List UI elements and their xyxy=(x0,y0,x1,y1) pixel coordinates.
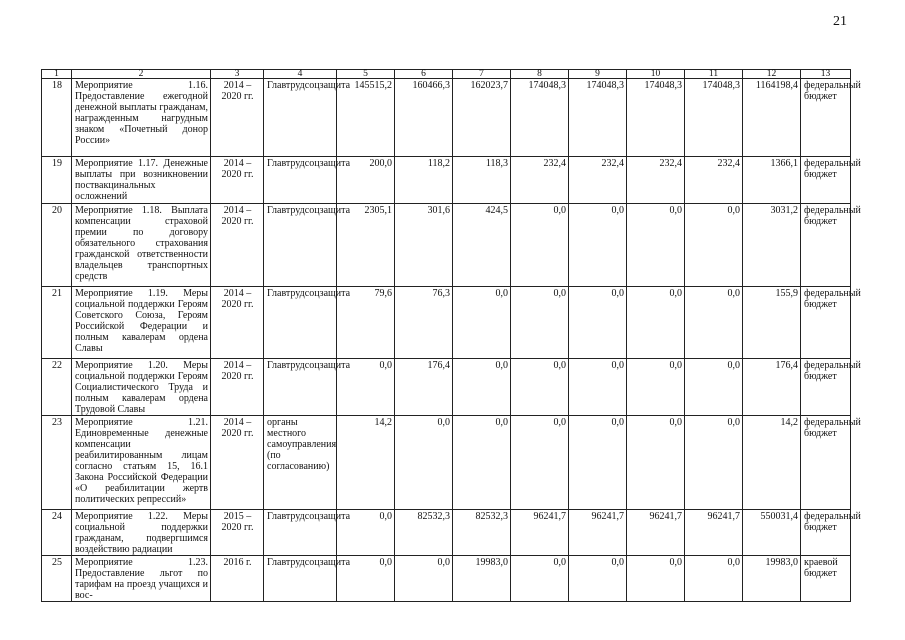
amount-cell: 0,0 xyxy=(395,556,453,602)
amount-cell: 0,0 xyxy=(511,359,569,416)
amount-cell: 1366,1 xyxy=(743,157,801,204)
amount-cell: 14,2 xyxy=(337,416,395,510)
amount-cell: 232,4 xyxy=(569,157,627,204)
table-row xyxy=(42,204,851,287)
funding-source-cell: федеральный бюджет xyxy=(801,79,851,157)
table-row xyxy=(42,287,851,359)
amount-cell: 145515,2 xyxy=(337,79,395,157)
amount-cell: 76,3 xyxy=(395,287,453,359)
table-row xyxy=(42,556,851,602)
funding-source-cell: федеральный бюджет xyxy=(801,359,851,416)
amount-cell: 0,0 xyxy=(627,204,685,287)
amount-cell: 0,0 xyxy=(685,204,743,287)
amount-cell: 174048,3 xyxy=(511,79,569,157)
period-cell: 2014 – 2020 гг. xyxy=(211,204,264,287)
amount-cell: 0,0 xyxy=(627,359,685,416)
col-header: 5 xyxy=(337,70,395,79)
row-number-cell: 23 xyxy=(42,416,72,510)
measure-name-cell: Мероприятие 1.23. Предоставление льгот по тарифам на проезд учащихся и вос- xyxy=(72,556,211,602)
amount-cell: 0,0 xyxy=(511,556,569,602)
amount-cell: 0,0 xyxy=(337,359,395,416)
amount-cell: 0,0 xyxy=(627,287,685,359)
amount-cell: 0,0 xyxy=(395,416,453,510)
amount-cell: 0,0 xyxy=(511,287,569,359)
amount-cell: 232,4 xyxy=(685,157,743,204)
table-row xyxy=(42,79,851,157)
amount-cell: 0,0 xyxy=(511,204,569,287)
amount-cell: 3031,2 xyxy=(743,204,801,287)
amount-cell: 174048,3 xyxy=(627,79,685,157)
table-row xyxy=(42,157,851,204)
funding-source-cell: федеральный бюджет xyxy=(801,157,851,204)
amount-cell: 0,0 xyxy=(569,204,627,287)
funding-source-cell: федеральный бюджет xyxy=(801,416,851,510)
row-number-cell: 18 xyxy=(42,79,72,157)
table-row xyxy=(42,416,851,510)
row-number-cell: 22 xyxy=(42,359,72,416)
col-header: 3 xyxy=(211,70,264,79)
row-number-cell: 21 xyxy=(42,287,72,359)
col-header: 10 xyxy=(627,70,685,79)
table-row xyxy=(42,510,851,556)
executor-cell: Главтрудсоцзащита xyxy=(264,556,337,602)
amount-cell: 118,2 xyxy=(395,157,453,204)
amount-cell: 0,0 xyxy=(569,556,627,602)
funding-source-cell: федеральный бюджет xyxy=(801,510,851,556)
period-cell: 2014 – 2020 гг. xyxy=(211,79,264,157)
amount-cell: 0,0 xyxy=(569,416,627,510)
amount-cell: 176,4 xyxy=(743,359,801,416)
col-header: 13 xyxy=(801,70,851,79)
measure-name-cell: Мероприятие 1.17. Денежные выплаты при возникновении поствакцинальных осложнений xyxy=(72,157,211,204)
amount-cell: 155,9 xyxy=(743,287,801,359)
amount-cell: 174048,3 xyxy=(685,79,743,157)
amount-cell: 0,0 xyxy=(337,556,395,602)
row-number-cell: 19 xyxy=(42,157,72,204)
amount-cell: 96241,7 xyxy=(569,510,627,556)
amount-cell: 0,0 xyxy=(511,416,569,510)
amount-cell: 0,0 xyxy=(627,556,685,602)
executor-cell: Главтрудсоцзащита xyxy=(264,204,337,287)
executor-cell: Главтрудсоцзащита xyxy=(264,157,337,204)
row-number-cell: 20 xyxy=(42,204,72,287)
amount-cell: 550031,4 xyxy=(743,510,801,556)
amount-cell: 174048,3 xyxy=(569,79,627,157)
executor-cell: Главтрудсоцзащита xyxy=(264,287,337,359)
col-header: 2 xyxy=(72,70,211,79)
amount-cell: 1164198,4 xyxy=(743,79,801,157)
amount-cell: 0,0 xyxy=(685,416,743,510)
col-header: 9 xyxy=(569,70,627,79)
amount-cell: 424,5 xyxy=(453,204,511,287)
amount-cell: 118,3 xyxy=(453,157,511,204)
page-number: 21 xyxy=(833,14,847,29)
executor-cell: Главтрудсоцзащита xyxy=(264,79,337,157)
amount-cell: 14,2 xyxy=(743,416,801,510)
amount-cell: 232,4 xyxy=(511,157,569,204)
amount-cell: 0,0 xyxy=(337,510,395,556)
executor-cell: Главтрудсоцзащита xyxy=(264,510,337,556)
amount-cell: 19983,0 xyxy=(743,556,801,602)
col-header: 1 xyxy=(42,70,72,79)
funding-source-cell: федеральный бюджет xyxy=(801,204,851,287)
amount-cell: 176,4 xyxy=(395,359,453,416)
executor-cell: органы местного самоуправления (по согласованию) xyxy=(264,416,337,510)
col-header: 7 xyxy=(453,70,511,79)
column-number-row xyxy=(42,70,851,79)
amount-cell: 0,0 xyxy=(569,359,627,416)
measure-name-cell: Мероприятие 1.20. Меры социальной поддержки Героям Социалистического Труда и полным кавалерам ордена Трудовой Славы xyxy=(72,359,211,416)
amount-cell: 160466,3 xyxy=(395,79,453,157)
col-header: 12 xyxy=(743,70,801,79)
amount-cell: 0,0 xyxy=(453,359,511,416)
amount-cell: 0,0 xyxy=(569,287,627,359)
amount-cell: 162023,7 xyxy=(453,79,511,157)
funding-source-cell: краевой бюджет xyxy=(801,556,851,602)
amount-cell: 96241,7 xyxy=(685,510,743,556)
program-table xyxy=(41,69,861,602)
col-header: 4 xyxy=(264,70,337,79)
table-row xyxy=(42,359,851,416)
funding-source-cell: федеральный бюджет xyxy=(801,287,851,359)
amount-cell: 2305,1 xyxy=(337,204,395,287)
measure-name-cell: Мероприятие 1.18. Выплата компенсации страховой премии по договору обязательного страхования гражданской ответственности владельцев транспортных средств xyxy=(72,204,211,287)
period-cell: 2014 – 2020 гг. xyxy=(211,416,264,510)
period-cell: 2014 – 2020 гг. xyxy=(211,157,264,204)
period-cell: 2014 – 2020 гг. xyxy=(211,359,264,416)
amount-cell: 0,0 xyxy=(627,416,685,510)
measure-name-cell: Мероприятие 1.21. Единовременные денежные компенсации реабилитированным лицам согласно статьям 15, 16.1 Закона Российской Федерации «О реабилитации жертв политических репрессий» xyxy=(72,416,211,510)
row-number-cell: 24 xyxy=(42,510,72,556)
amount-cell: 0,0 xyxy=(685,359,743,416)
amount-cell: 0,0 xyxy=(453,287,511,359)
amount-cell: 0,0 xyxy=(685,556,743,602)
row-number-cell: 25 xyxy=(42,556,72,602)
measure-name-cell: Мероприятие 1.19. Меры социальной поддержки Героям Советского Союза, Героям Российской Федерации и полным кавалерам ордена Славы xyxy=(72,287,211,359)
col-header: 8 xyxy=(511,70,569,79)
col-header: 6 xyxy=(395,70,453,79)
amount-cell: 0,0 xyxy=(453,416,511,510)
amount-cell: 79,6 xyxy=(337,287,395,359)
period-cell: 2014 – 2020 гг. xyxy=(211,287,264,359)
amount-cell: 96241,7 xyxy=(511,510,569,556)
amount-cell: 82532,3 xyxy=(395,510,453,556)
amount-cell: 200,0 xyxy=(337,157,395,204)
period-cell: 2015 – 2020 гг. xyxy=(211,510,264,556)
period-cell: 2016 г. xyxy=(211,556,264,602)
measure-name-cell: Мероприятие 1.16. Предоставление ежегодной денежной выплаты гражданам, награжденным нагрудным знаком «Почетный донор России» xyxy=(72,79,211,157)
measure-name-cell: Мероприятие 1.22. Меры социальной поддержки гражданам, подвергшимся воздействию радиации xyxy=(72,510,211,556)
amount-cell: 82532,3 xyxy=(453,510,511,556)
executor-cell: Главтрудсоцзащита xyxy=(264,359,337,416)
amount-cell: 0,0 xyxy=(685,287,743,359)
amount-cell: 96241,7 xyxy=(627,510,685,556)
amount-cell: 232,4 xyxy=(627,157,685,204)
amount-cell: 19983,0 xyxy=(453,556,511,602)
col-header: 11 xyxy=(685,70,743,79)
amount-cell: 301,6 xyxy=(395,204,453,287)
